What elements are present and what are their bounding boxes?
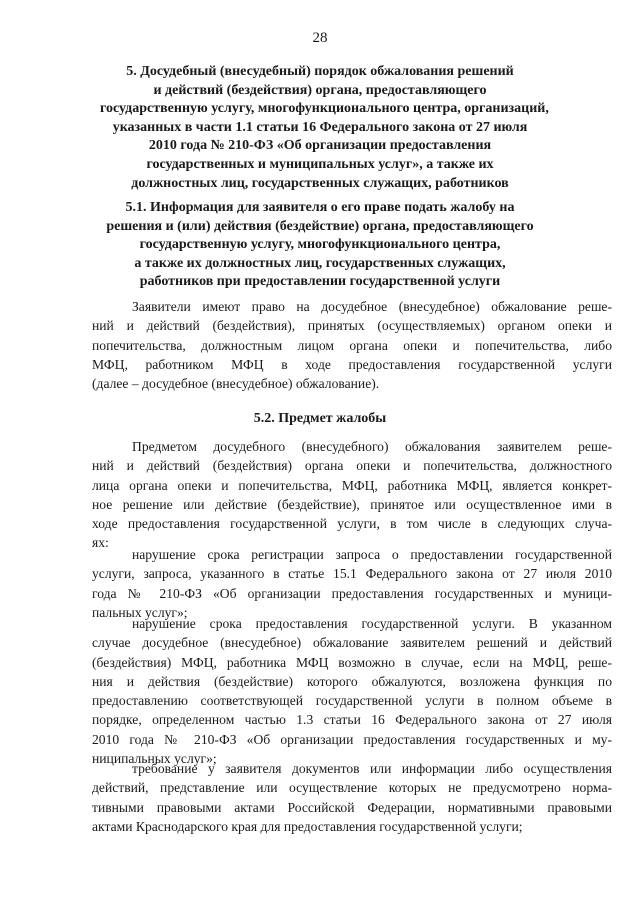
heading-line: указанных в части 1.1 статьи 16 Федерального закона от 27 июля <box>112 119 528 135</box>
heading-line: 5.1. Информация для заявителя о его праве подать жалобу на <box>125 200 515 215</box>
text-line: ниципальных услуг»; <box>92 751 217 767</box>
paragraph-applicants-right <box>92 297 612 393</box>
text-line: пальных услуг»; <box>92 604 188 620</box>
text-line: услуги, запроса, указанного в статье 15.1 Федерального закона от 27 июля 2010 <box>92 566 612 582</box>
paragraph-complaint-subject <box>92 437 612 553</box>
text-line: нарушение срока регистрации запроса о предоставлении государственной <box>132 547 612 562</box>
text-line: ния и действия (бездействие) которого обжалуются, возложена функция по <box>92 673 612 689</box>
text-line: 2010 года № 210-ФЗ «Об организации предоставления государственных и му- <box>92 731 612 747</box>
text-line: (далее – досудебное (внесудебное) обжалование). <box>92 376 380 392</box>
heading-line: государственных и муниципальных услуг», а также их <box>146 156 494 172</box>
section-5-1-heading <box>100 199 540 292</box>
heading-line: работников при предоставлении государственной услуги <box>139 274 501 290</box>
heading-line: 5. Досудебный (внесудебный) порядок обжалования решений <box>126 64 514 79</box>
heading-line: и действий (бездействия) органа, предоставляющего <box>153 82 487 98</box>
text-line: лица органа опеки и попечительства, МФЦ, работника МФЦ, является конкрет- <box>92 477 612 493</box>
text-line: Заявители имеют право на досудебное (внесудебное) обжалование реше- <box>132 299 612 314</box>
text-line: тивными правовыми актами Российской Федерации, нормативными правовыми <box>92 799 612 815</box>
text-line: случае досудебное (внесудебное) обжалование заявителем решений и действий <box>92 635 612 651</box>
section-5-heading <box>100 63 549 193</box>
paragraph-documents-requirement <box>92 759 612 836</box>
heading-line: 5.2. Предмет жалобы <box>253 411 387 426</box>
text-line: ний и действий (бездействия), принятых (осуществляемых) органом опеки и <box>92 318 612 334</box>
section-5-2-heading <box>0 410 640 429</box>
text-line: ное решение или действие (бездействие), принятое или осуществленное ими в <box>92 496 612 512</box>
text-line: ях: <box>92 535 109 551</box>
text-line: ний и действий (бездействия) органа опеки и попечительства, должностного <box>92 458 612 474</box>
page-number: 28 <box>312 30 328 46</box>
text-line: попечительства, должностным лицом органа опеки и попечительства, либо <box>92 337 612 353</box>
heading-line: государственную услугу, многофункционального центра, <box>139 237 501 253</box>
text-line: Предметом досудебного (внесудебного) обжалования заявителем реше- <box>132 439 612 454</box>
heading-line: должностных лиц, государственных служащих, работников <box>131 175 509 191</box>
text-line: актами Краснодарского края для предоставления государственной услуги; <box>92 818 523 834</box>
text-line: ходе предоставления государственной услуги, в том числе в следующих случа- <box>92 516 612 532</box>
text-line: действий, представление или осуществление которых не предусмотрено норма- <box>92 780 612 796</box>
text-line: предоставлению соответствующей государственной услуги в полном объеме в <box>92 693 612 709</box>
text-line: нарушение срока предоставления государственной услуги. В указанном <box>132 616 612 631</box>
heading-line: 2010 года № 210-ФЗ «Об организации предоставления <box>148 138 492 154</box>
heading-line: решения и (или) действия (бездействие) органа, предоставляющего <box>106 218 534 234</box>
text-line: требование у заявителя документов или информации либо осуществления <box>132 761 612 776</box>
heading-line: а также их должностных лиц, государственных служащих, <box>134 255 506 271</box>
text-line: (бездействия) МФЦ, работника МФЦ возможно в случае, если на МФЦ, реше- <box>92 654 612 670</box>
heading-line: государственную услугу, многофункционального центра, организаций, <box>100 101 549 117</box>
text-line: порядке, определенном частью 1.3 статьи 16 Федерального закона от 27 июля <box>92 712 612 728</box>
text-line: МФЦ, работником МФЦ в ходе предоставления государственной услуги <box>92 356 612 372</box>
text-line: года № 210-ФЗ «Об организации предоставления государственных и муници- <box>92 585 612 601</box>
paragraph-service-term-violation <box>92 614 612 768</box>
paragraph-registration-violation <box>92 545 612 622</box>
